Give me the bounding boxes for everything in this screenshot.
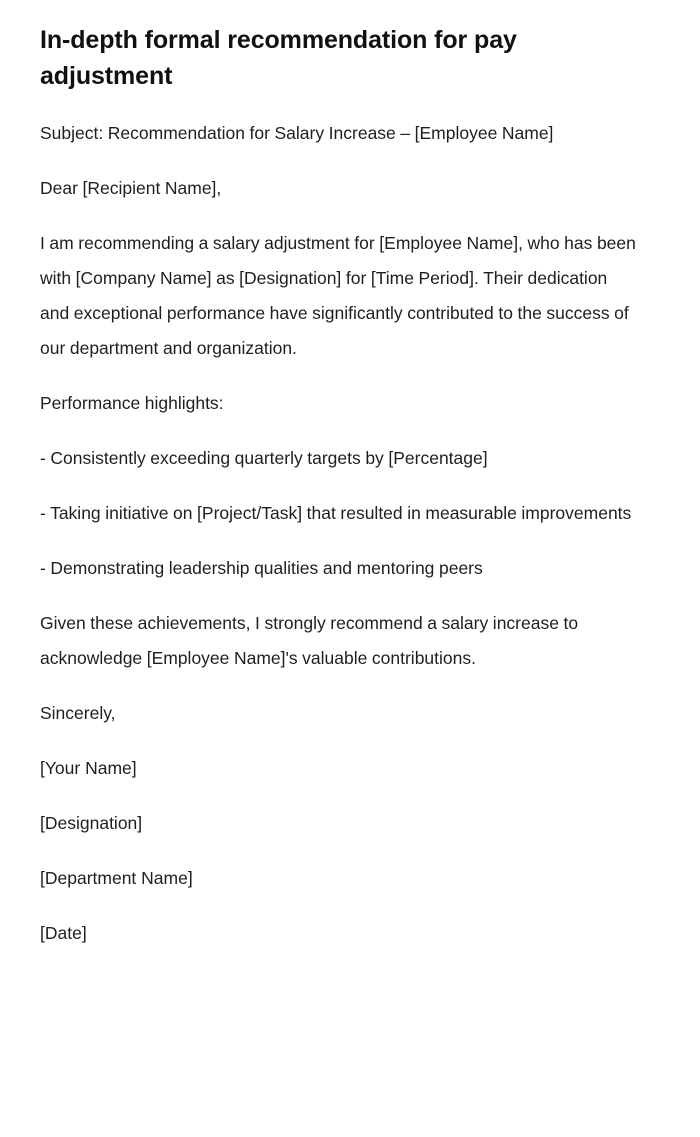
signoff: Sincerely,: [40, 703, 116, 723]
signature-your-name: [Your Name]: [40, 758, 137, 778]
signature-designation: [Designation]: [40, 813, 143, 833]
salutation: Dear [Recipient Name],: [40, 178, 222, 198]
list-item: - Taking initiative on [Project/Task] that resulted in measurable improvements: [40, 503, 632, 523]
subject-line: Subject: Recommendation for Salary Increase – [Employee Name]: [40, 123, 554, 143]
highlights-label: Performance highlights:: [40, 393, 224, 413]
closing-paragraph: Given these achievements, I strongly recommend a salary increase to acknowledge [Employee Name]'s valuable contributions.: [40, 613, 579, 668]
list-item: - Demonstrating leadership qualities and mentoring peers: [40, 558, 483, 578]
signature-department: [Department Name]: [40, 868, 193, 888]
signature-date: [Date]: [40, 923, 87, 943]
page-title: In-depth formal recommendation for pay adjustment: [40, 26, 517, 90]
intro-paragraph: I am recommending a salary adjustment for [Employee Name], who has been with [Company Name] as [Designation] for [Time Period]. Their dedication and exceptional performance have significantly contributed to the success of our department and organization.: [40, 233, 636, 358]
list-item: - Consistently exceeding quarterly targets by [Percentage]: [40, 448, 488, 468]
